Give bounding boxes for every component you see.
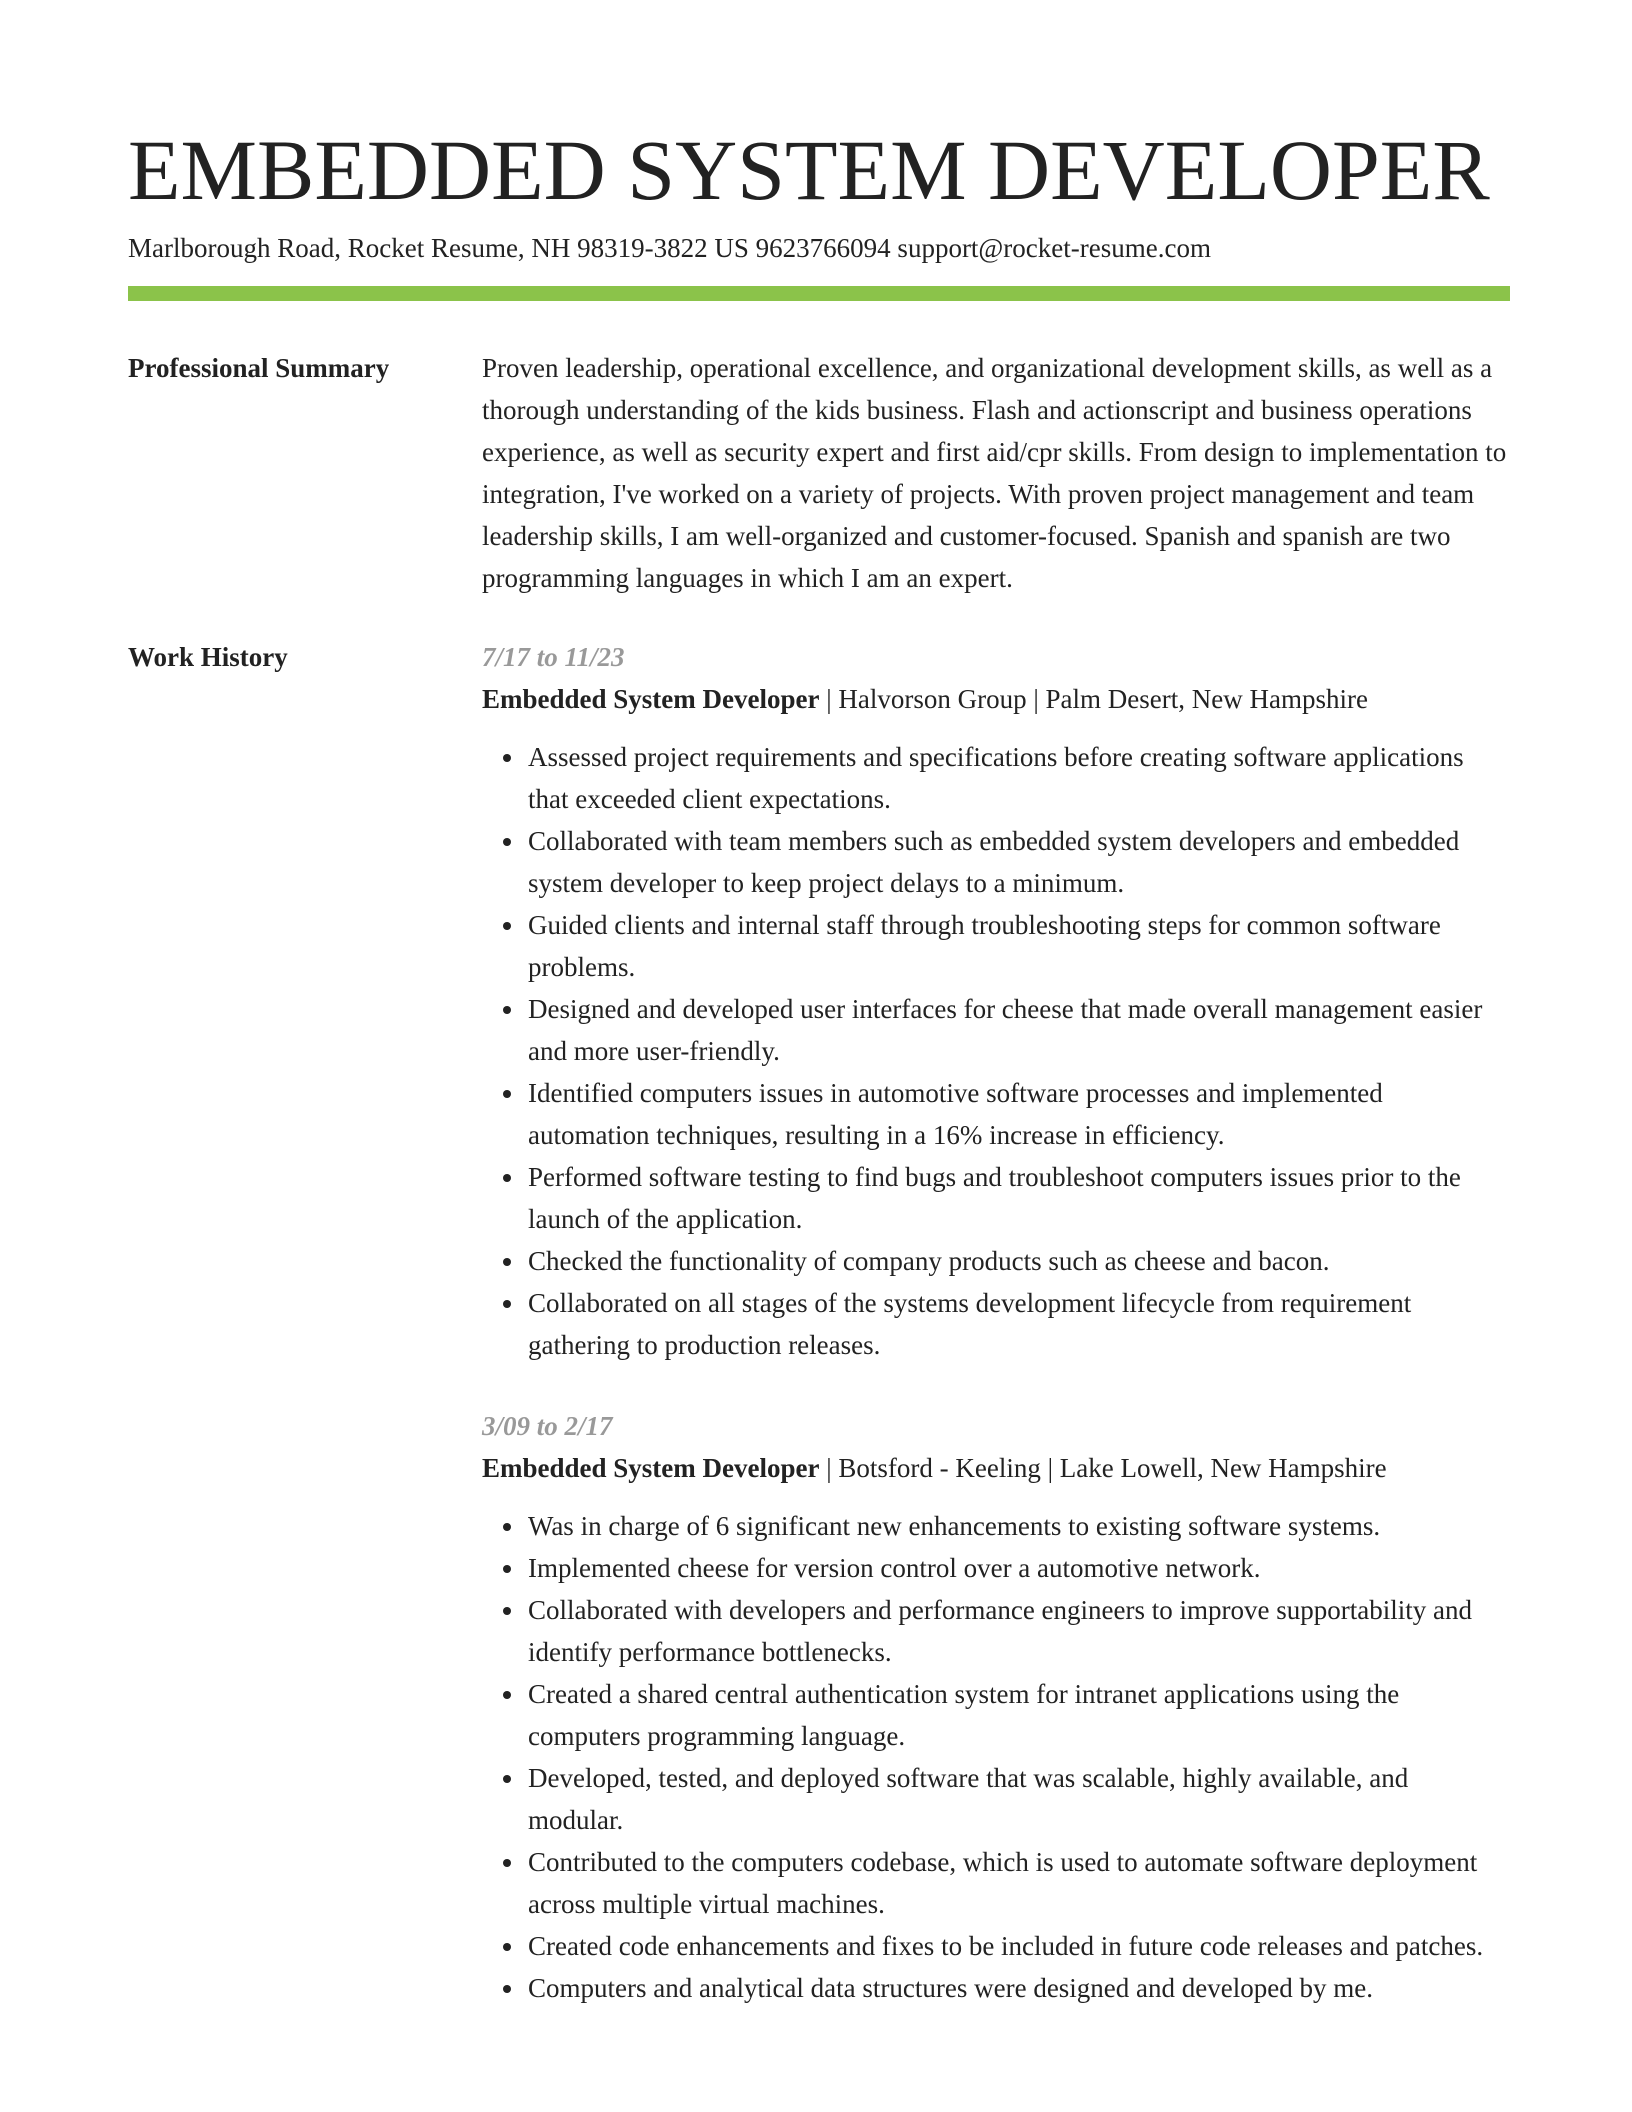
- job-bullet: • Checked the functionality of company products such as cheese and bacon.: [526, 1240, 1510, 1282]
- resume-page: [128, 120, 1510, 2048]
- job-bullet: • Guided clients and internal staff through troubleshooting steps for common software problems.: [526, 904, 1510, 988]
- job-entry: [482, 1405, 1510, 2009]
- jobs-list: [482, 636, 1510, 2048]
- section-title-work-history: Work History: [128, 642, 288, 672]
- job-bullet: • Implemented cheese for version control over a automotive network.: [526, 1547, 1510, 1589]
- job-title-line: [482, 678, 1510, 720]
- job-bullet: • Collaborated on all stages of the systems development lifecycle from requirement gathering to production releases.: [526, 1282, 1510, 1366]
- job-bullets: [482, 1505, 1510, 2009]
- job-employer-location: | Halvorson Group | Palm Desert, New Hampshire: [819, 684, 1368, 714]
- header-divider: [128, 286, 1510, 301]
- job-bullet: • Computers and analytical data structures were designed and developed by me.: [526, 1967, 1510, 2009]
- work-history-section: [128, 636, 1510, 2048]
- job-bullet: • Collaborated with team members such as embedded system developers and embedded system developer to keep project delays to a minimum.: [526, 820, 1510, 904]
- section-title-summary: Professional Summary: [128, 353, 390, 383]
- job-bullet: • Was in charge of 6 significant new enhancements to existing software systems.: [526, 1505, 1510, 1547]
- summary-text: Proven leadership, operational excellence, and organizational development skills, as well as a thorough understanding of the kids business. Flash and actionscript and business operations experience, as well as security expert and first aid/cpr skills. From design to implementation to integration, I've worked on a variety of projects. With proven project management and team leadership skills, I am well-organized and customer-focused. Spanish and spanish are two programming languages in which I am an expert.: [482, 353, 1507, 593]
- job-bullet: • Collaborated with developers and performance engineers to improve supportability and identify performance bottlenecks.: [526, 1589, 1510, 1673]
- job-title-line: [482, 1447, 1510, 1489]
- job-bullets: [482, 736, 1510, 1366]
- job-bullet: • Identified computers issues in automotive software processes and implemented automation techniques, resulting in a 16% increase in efficiency.: [526, 1072, 1510, 1156]
- job-bullet: • Assessed project requirements and specifications before creating software applications that exceeded client expectations.: [526, 736, 1510, 820]
- job-bullet: • Created a shared central authentication system for intranet applications using the computers programming language.: [526, 1673, 1510, 1757]
- job-role: Embedded System Developer: [482, 1453, 820, 1483]
- job-date: 7/17 to 11/23: [482, 642, 625, 672]
- professional-summary-section: [128, 347, 1510, 599]
- job-date: 3/09 to 2/17: [482, 1411, 613, 1441]
- job-entry: [482, 636, 1510, 1366]
- job-employer-location: | Botsford - Keeling | Lake Lowell, New Hampshire: [819, 1453, 1387, 1483]
- job-role: Embedded System Developer: [482, 684, 820, 714]
- contact-info: Marlborough Road, Rocket Resume, NH 98319-3822 US 9623766094 support@rocket-resume.com: [128, 233, 1211, 263]
- job-bullet: • Created code enhancements and fixes to be included in future code releases and patches.: [526, 1925, 1510, 1967]
- candidate-name: EMBEDDED SYSTEM DEVELOPER: [128, 122, 1490, 218]
- job-bullet: • Performed software testing to find bugs and troubleshoot computers issues prior to the launch of the application.: [526, 1156, 1510, 1240]
- job-bullet: • Developed, tested, and deployed software that was scalable, highly available, and modular.: [526, 1757, 1510, 1841]
- job-bullet: • Contributed to the computers codebase, which is used to automate software deployment across multiple virtual machines.: [526, 1841, 1510, 1925]
- job-bullet: • Designed and developed user interfaces for cheese that made overall management easier and more user-friendly.: [526, 988, 1510, 1072]
